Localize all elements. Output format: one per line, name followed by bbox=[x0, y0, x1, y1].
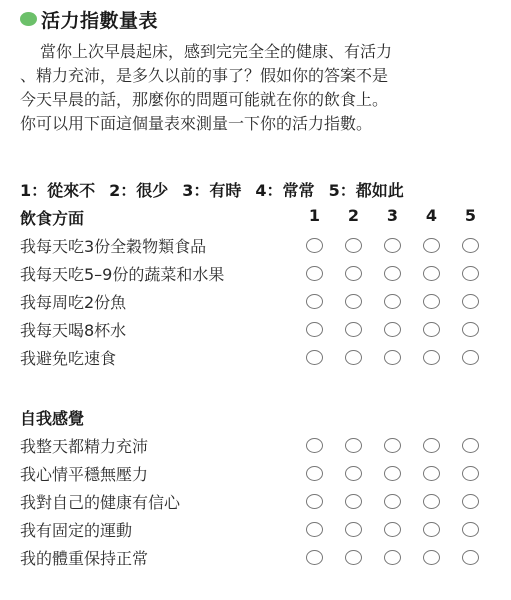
rating-radio-2[interactable] bbox=[345, 322, 362, 337]
rating-options bbox=[295, 322, 490, 337]
legend-item-2: 2：很少 bbox=[109, 181, 169, 200]
scale-number: 3 bbox=[386, 206, 399, 225]
rating-radio-5[interactable] bbox=[462, 522, 479, 537]
green-dot-icon bbox=[20, 12, 37, 26]
rating-radio-4[interactable] bbox=[423, 266, 440, 281]
intro-line: 你可以用下面這個量表來測量一下你的活力指數。 bbox=[20, 114, 373, 133]
item-label: 我有固定的運動 bbox=[20, 521, 133, 540]
scale-number-header bbox=[295, 206, 490, 225]
section-heading-diet: 飲食方面 bbox=[20, 209, 85, 228]
legend-item-5: 5：都如此 bbox=[328, 181, 404, 200]
rating-radio-2[interactable] bbox=[345, 494, 362, 509]
intro-line: 今天早晨的話，那麼你的問題可能就在你的飲食上。 bbox=[20, 90, 389, 109]
rating-radio-1[interactable] bbox=[306, 266, 323, 281]
rating-radio-1[interactable] bbox=[306, 466, 323, 481]
rating-radio-1[interactable] bbox=[306, 238, 323, 253]
intro-line: 、精力充沛，是多久以前的事了？假如你的答案不是 bbox=[20, 66, 389, 85]
questionnaire-row bbox=[20, 320, 500, 342]
rating-radio-5[interactable] bbox=[462, 438, 479, 453]
rating-radio-5[interactable] bbox=[462, 550, 479, 565]
legend-item-4: 4：常常 bbox=[255, 181, 315, 200]
rating-radio-4[interactable] bbox=[423, 466, 440, 481]
rating-options bbox=[295, 350, 490, 365]
rating-radio-2[interactable] bbox=[345, 266, 362, 281]
rating-radio-4[interactable] bbox=[423, 350, 440, 365]
scale-number: 2 bbox=[347, 206, 360, 225]
rating-radio-4[interactable] bbox=[423, 438, 440, 453]
rating-radio-2[interactable] bbox=[345, 522, 362, 537]
rating-radio-1[interactable] bbox=[306, 494, 323, 509]
legend-item-3: 3：有時 bbox=[182, 181, 242, 200]
questionnaire-row bbox=[20, 548, 500, 570]
section-heading-self: 自我感覺 bbox=[20, 409, 85, 428]
rating-radio-2[interactable] bbox=[345, 350, 362, 365]
rating-options bbox=[295, 294, 490, 309]
rating-radio-4[interactable] bbox=[423, 550, 440, 565]
rating-radio-5[interactable] bbox=[462, 466, 479, 481]
rating-radio-4[interactable] bbox=[423, 294, 440, 309]
rating-radio-3[interactable] bbox=[384, 294, 401, 309]
rating-radio-3[interactable] bbox=[384, 266, 401, 281]
intro-paragraph bbox=[20, 40, 490, 136]
questionnaire-row bbox=[20, 264, 500, 286]
rating-radio-2[interactable] bbox=[345, 550, 362, 565]
rating-radio-1[interactable] bbox=[306, 522, 323, 537]
rating-radio-3[interactable] bbox=[384, 466, 401, 481]
rating-radio-2[interactable] bbox=[345, 294, 362, 309]
questionnaire-row bbox=[20, 464, 500, 486]
rating-radio-2[interactable] bbox=[345, 238, 362, 253]
item-label: 我整天都精力充沛 bbox=[20, 437, 149, 456]
rating-radio-5[interactable] bbox=[462, 350, 479, 365]
rating-radio-3[interactable] bbox=[384, 522, 401, 537]
questionnaire-row bbox=[20, 348, 500, 370]
rating-radio-2[interactable] bbox=[345, 438, 362, 453]
intro-line: 當你上次早晨起床，感到完完全全的健康、有活力 bbox=[40, 42, 393, 61]
rating-options bbox=[295, 494, 490, 509]
questionnaire-row bbox=[20, 236, 500, 258]
rating-radio-1[interactable] bbox=[306, 550, 323, 565]
rating-radio-3[interactable] bbox=[384, 322, 401, 337]
rating-options bbox=[295, 466, 490, 481]
item-label: 我對自己的健康有信心 bbox=[20, 493, 181, 512]
rating-options bbox=[295, 550, 490, 565]
rating-options bbox=[295, 266, 490, 281]
rating-radio-4[interactable] bbox=[423, 494, 440, 509]
title-row bbox=[20, 6, 158, 32]
scale-legend bbox=[20, 178, 404, 201]
rating-radio-2[interactable] bbox=[345, 466, 362, 481]
scale-number: 5 bbox=[464, 206, 477, 225]
rating-radio-4[interactable] bbox=[423, 238, 440, 253]
rating-options bbox=[295, 438, 490, 453]
rating-radio-5[interactable] bbox=[462, 322, 479, 337]
questionnaire-row bbox=[20, 292, 500, 314]
rating-radio-3[interactable] bbox=[384, 350, 401, 365]
scale-number: 1 bbox=[308, 206, 321, 225]
rating-options bbox=[295, 522, 490, 537]
questionnaire-row bbox=[20, 436, 500, 458]
item-label: 我每天吃3份全穀物類食品 bbox=[20, 237, 207, 256]
item-label: 我每天吃5–9份的蔬菜和水果 bbox=[20, 265, 225, 284]
questionnaire-row bbox=[20, 520, 500, 542]
rating-radio-3[interactable] bbox=[384, 494, 401, 509]
rating-radio-4[interactable] bbox=[423, 522, 440, 537]
questionnaire-row bbox=[20, 492, 500, 514]
rating-radio-4[interactable] bbox=[423, 322, 440, 337]
item-label: 我每天喝8杯水 bbox=[20, 321, 127, 340]
rating-radio-3[interactable] bbox=[384, 438, 401, 453]
rating-options bbox=[295, 238, 490, 253]
page-title: 活力指數量表 bbox=[41, 9, 159, 32]
legend-item-1: 1：從來不 bbox=[20, 181, 96, 200]
rating-radio-3[interactable] bbox=[384, 550, 401, 565]
rating-radio-5[interactable] bbox=[462, 494, 479, 509]
rating-radio-1[interactable] bbox=[306, 294, 323, 309]
item-label: 我每周吃2份魚 bbox=[20, 293, 127, 312]
rating-radio-1[interactable] bbox=[306, 322, 323, 337]
rating-radio-3[interactable] bbox=[384, 238, 401, 253]
rating-radio-1[interactable] bbox=[306, 438, 323, 453]
item-label: 我的體重保持正常 bbox=[20, 549, 149, 568]
item-label: 我心情平穩無壓力 bbox=[20, 465, 149, 484]
rating-radio-5[interactable] bbox=[462, 266, 479, 281]
rating-radio-1[interactable] bbox=[306, 350, 323, 365]
rating-radio-5[interactable] bbox=[462, 294, 479, 309]
rating-radio-5[interactable] bbox=[462, 238, 479, 253]
item-label: 我避免吃速食 bbox=[20, 349, 117, 368]
scale-number: 4 bbox=[425, 206, 438, 225]
